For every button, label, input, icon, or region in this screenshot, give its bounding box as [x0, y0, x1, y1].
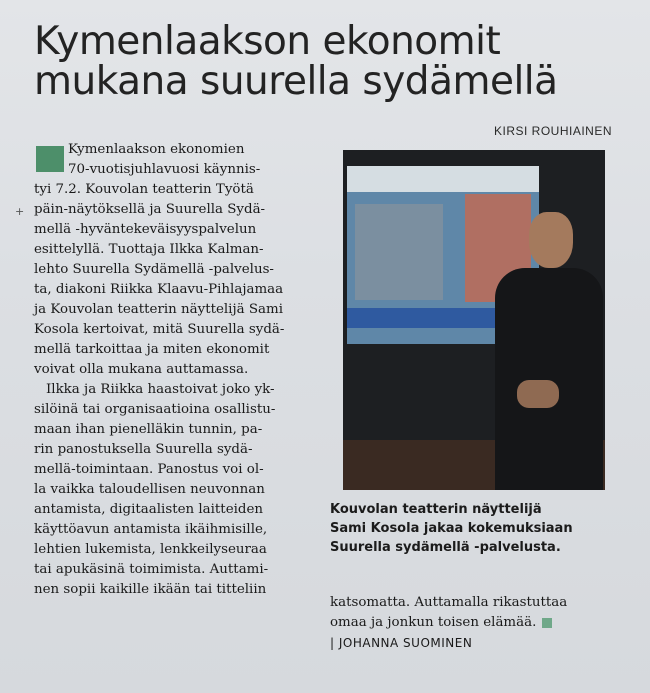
body-line: mellä-toimintaan. Panostus voi ol- — [34, 462, 264, 477]
caption-line: Kouvolan teatterin näyttelijä — [330, 502, 542, 517]
headline — [34, 19, 634, 104]
caption-line: Suurella sydämellä -palvelusta. — [330, 540, 561, 555]
registration-mark-icon: + — [15, 205, 25, 218]
body-line: Kosola kertoivat, mitä Suurella sydä- — [34, 322, 285, 337]
body-line-text: omaa ja jonkun toisen elämää. — [330, 615, 537, 630]
author-credit: | JOHANNA SUOMINEN — [330, 636, 473, 650]
caption-line: Sami Kosola jakaa kokemuksiaan — [330, 521, 573, 536]
article-body-left — [34, 140, 308, 600]
body-line: antamista, digitaalisten laitteiden — [34, 502, 264, 517]
body-line: 70-vuotisjuhlavuosi käynnis- — [68, 162, 261, 177]
body-line: nen sopii kaikille ikään tai titteliin — [34, 582, 267, 597]
body-line: rin panostuksella Suurella sydä- — [34, 442, 253, 457]
body-line: ja Kouvolan teatterin näyttelijä Sami — [34, 302, 283, 317]
byline: KIRSI ROUHIAINEN — [493, 124, 612, 138]
body-line: tyi 7.2. Kouvolan teatterin Työtä — [34, 182, 254, 197]
body-line: Ilkka ja Riikka haastoivat joko yk- — [46, 382, 275, 397]
body-line: lehto Suurella Sydämellä -palvelus- — [34, 262, 274, 277]
photo-caption — [330, 500, 620, 557]
article-photo — [343, 150, 605, 490]
speaker-figure — [489, 212, 603, 490]
body-line: lehtien lukemista, lenkkeilyseuraa — [34, 542, 267, 557]
body-line: esittelyllä. Tuottaja Ilkka Kalman- — [34, 242, 264, 257]
body-line: käyttöavun antamista ikäihmisille, — [34, 522, 268, 537]
headline-line: Kymenlaakson ekonomit — [34, 19, 501, 64]
body-line: mellä tarkoittaa ja miten ekonomit — [34, 342, 270, 357]
body-line: silöinä tai organisaatioina osallistu- — [34, 402, 276, 417]
body-line: voivat olla mukana auttamassa. — [34, 362, 249, 377]
article-body-right — [330, 593, 615, 653]
body-line: päin-näytöksellä ja Suurella Sydä- — [34, 202, 266, 217]
body-line: la vaikka taloudellisen neuvonnan — [34, 482, 265, 497]
body-line: mellä -hyväntekeväisyyspalvelun — [34, 222, 257, 237]
body-line: tai apukäsinä toimimista. Auttami- — [34, 562, 269, 577]
body-line: katsomatta. Auttamalla rikastuttaa — [330, 595, 568, 610]
body-line: ta, diakoni Riikka Klaavu-Pihlajamaa — [34, 282, 284, 297]
end-square-icon — [542, 618, 552, 628]
body-line: Kymenlaakson ekonomien — [68, 142, 245, 157]
body-line — [330, 613, 615, 633]
headline-line: mukana suurella sydämellä — [34, 59, 558, 104]
body-line: maan ihan pienelläkin tunnin, pa- — [34, 422, 263, 437]
